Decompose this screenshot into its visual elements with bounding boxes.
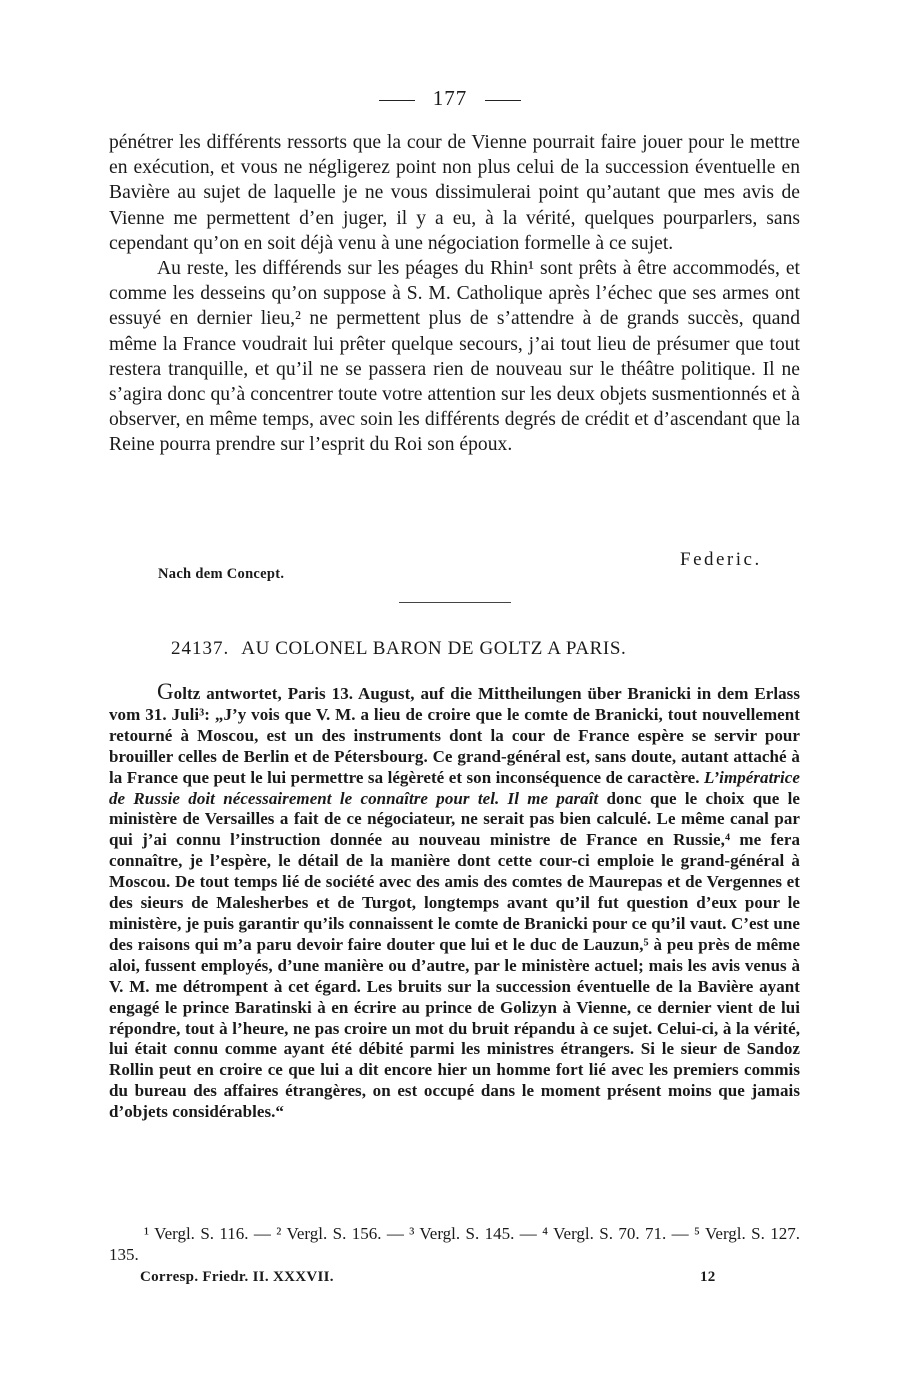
signature-mark: 12 xyxy=(700,1269,716,1285)
letter-paragraph: pénétrer les différents ressorts que la cour de Vienne pourrait faire jouer pour le mettre en exécution, et vous ne négligerez point non plus celui de la succession éventuelle en Bavière au sujet de laquelle je ne vous dissimulerai point qu’autant que mes avis de Vienne me permettent d’en juger, il y a eu, à la vérité, quelques pourparlers, sans cependant qu’on en soit déjà venu à une négociation formelle à ce sujet. xyxy=(109,132,800,254)
running-head-rule-right xyxy=(485,100,521,101)
commentary-text: donc que le choix que le ministère de Versailles a fait de ce négociateur, ne serait pas bien calculé. Le même canal par qui j’ai connu l’instruction donnée au nouveau ministre de France en Russie,⁴ me fera connaître, je l’espère, le détail de la manière dont cette cour-ci emploie le grand-général à Moscou. De tout temps lié de société avec des amis des comtes de Maurepas et de Vergennes et des sieurs de Malesherbes et de Turgot, longtemps avant qu’il fut question d’eux pour le ministère, je puis garantir qu’ils connaissent le comte de Branicki pour ce qu’il vaut. C’est une des raisons qui m’a paru devoir faire douter que lui et le duc de Lauzun,⁵ à peu près de même aloi, fussent employés, d’une manière ou d’autre, par le ministère actuel; mais les avis venus à V. M. me détrompent à cet égard. Les bruits sur la succession éventuelle de la Bavière ayant engagé le prince Baratinski à en écrire au prince de Golizyn à Vienne, ce dernier vient de lui répondre, tout à l’heure, ne pas croire un mot du bruit répandu à ce sujet. Celui-ci, à la vérité, lui était connu comme ayant été débité parmi les ministres étrangers. Si le sieur de Sandoz Rollin peut en croire ce que lui a dit encore hier un homme fort lié avec les premiers commis du bureau des affaires étrangères, on est occupé dans le moment présent moins que jamais d’objets considérables.“ xyxy=(109,788,800,1122)
page-footer xyxy=(140,1269,720,1286)
footnotes xyxy=(109,1223,800,1265)
commentary-paragraph xyxy=(109,679,800,1123)
running-head xyxy=(0,86,900,111)
letter-paragraph: Au reste, les différends sur les péages du Rhin¹ sont prêts à être accommodés, et comme les desseins qu’on suppose à S. M. Catholique après l’échec que ses armes ont essuyé en dernier lieu,² ne permettent plus de s’attendre à de grands succès, quand même la France voudrait lui prêter quelque secours, j’ai tout lieu de présumer que tout restera tranquille, et qu’il ne se passera rien de nouveau sur le théâtre politique. Il ne s’agira donc qu’à concentrer toute votre attention sur les deux objets susmentionnés et à observer, en même temps, avec soin les différents degrés de crédit et d’ascendant que la Reine pourra prendre sur l’esprit du Roi son époux. xyxy=(109,258,800,456)
section-divider xyxy=(399,602,511,603)
document-number: 24137. xyxy=(171,638,230,659)
series-title: Corresp. Friedr. II. XXXVII. xyxy=(140,1269,334,1285)
footnote-line: ¹ Vergl. S. 116. — ² Vergl. S. 156. — ³ Vergl. S. 145. — ⁴ Vergl. S. 70. 71. — ⁵ Vergl. S. 127. 135. xyxy=(109,1224,800,1264)
document-heading xyxy=(171,638,626,660)
letter-signature: Federic. xyxy=(680,549,762,570)
drop-capital: G xyxy=(157,679,174,704)
commentary-italic-text: L’impératrice de Russie doit nécessairement le connaître pour tel. Il me paraît xyxy=(109,767,800,808)
commentary-text: oltz antwortet, Paris 13. August, auf die Mittheilungen über Branicki in dem Erlass vom 31. Juli³: „J’y vois que V. M. a lieu de croire que le comte de Branicki, tout nouvellement retourné à Moscou, est un des instruments dont la cour de France espère se servir pour brouiller celles de Berlin et de Pétersbourg. Ce grand-général est, sans doute, autant attaché à la France que peut le lui permettre sa légèreté et son inconséquence de caractère. xyxy=(109,684,800,787)
page-number: 177 xyxy=(432,86,468,110)
letter-body xyxy=(109,130,800,458)
document-title: AU COLONEL BARON DE GOLTZ A PARIS. xyxy=(241,638,627,659)
editorial-commentary xyxy=(109,679,800,1123)
source-note: Nach dem Concept. xyxy=(158,566,285,582)
running-head-rule-left xyxy=(379,100,415,101)
